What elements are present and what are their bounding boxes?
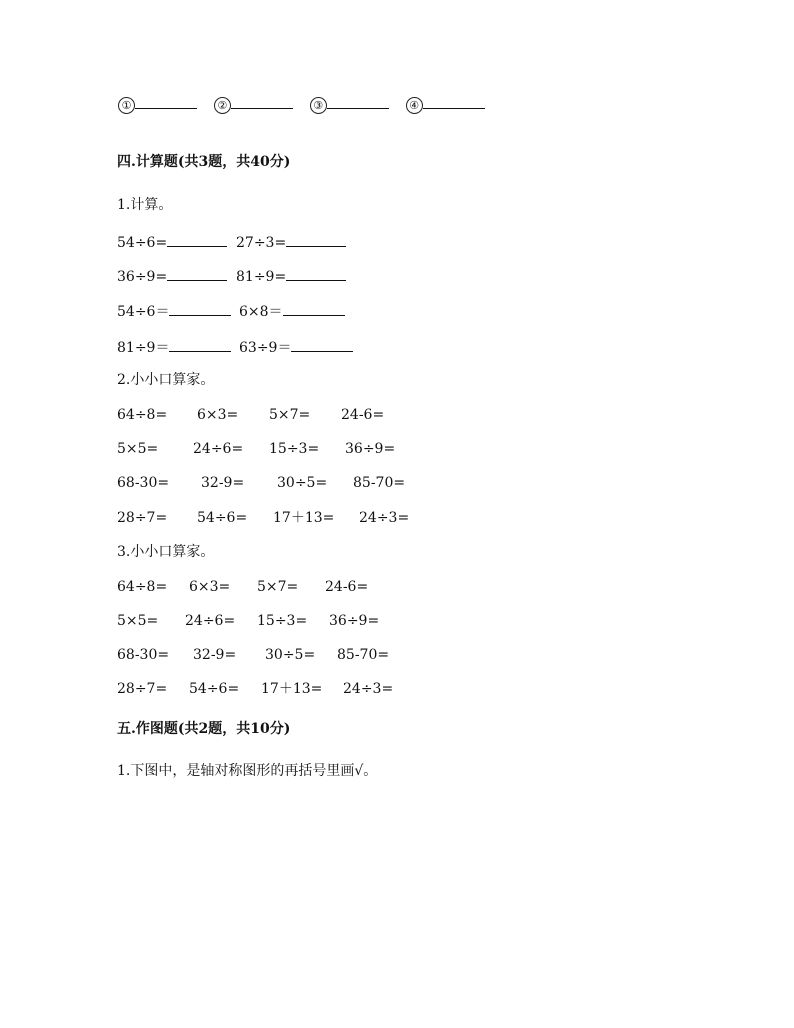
answer-blank[interactable] xyxy=(167,232,227,247)
q3-expr: 5×7= xyxy=(257,579,299,595)
q3-expr: 32-9= xyxy=(193,647,237,663)
answer-blank[interactable] xyxy=(291,337,353,352)
calc-expression: 54÷6＝ xyxy=(117,304,170,320)
answer-blank[interactable] xyxy=(286,266,346,281)
q2-expr: 54÷6= xyxy=(197,510,248,526)
calc-expression: 36÷9= xyxy=(117,269,168,285)
circled-number: ③ xyxy=(310,97,327,114)
calc-expression: 6×8＝ xyxy=(239,304,283,320)
question-3-title: 3.小小口算家。 xyxy=(117,544,215,560)
q2-expr: 6×3= xyxy=(197,407,239,423)
section-5-title: 五.作图题(共2题，共10分) xyxy=(117,721,291,737)
calc-expression: 81÷9= xyxy=(236,269,287,285)
calc-expression: 63÷9＝ xyxy=(239,340,292,356)
q3-expr: 64÷8= xyxy=(117,579,168,595)
q2-expr: 64÷8= xyxy=(117,407,168,423)
answer-blank[interactable] xyxy=(286,232,346,247)
q2-expr: 85-70= xyxy=(353,475,406,491)
calc-row xyxy=(117,301,231,321)
q2-expr: 28÷7= xyxy=(117,510,168,526)
q3-expr: 28÷7= xyxy=(117,681,168,697)
answer-blank[interactable] xyxy=(423,94,485,109)
calc-row xyxy=(236,232,346,252)
answer-blank[interactable] xyxy=(327,94,389,109)
blank-item-1 xyxy=(118,97,197,113)
q2-expr: 24÷6= xyxy=(193,441,244,457)
section-4-title: 四.计算题(共3题，共40分) xyxy=(117,154,291,170)
circled-number: ④ xyxy=(406,97,423,114)
circled-number: ① xyxy=(118,97,135,114)
q2-expr: 24-6= xyxy=(341,407,385,423)
q3-expr: 6×3= xyxy=(189,579,231,595)
answer-blank[interactable] xyxy=(283,301,345,316)
calc-row xyxy=(236,266,346,286)
q2-expr: 17＋13= xyxy=(273,510,335,526)
calc-row xyxy=(239,301,345,321)
q2-expr: 5×7= xyxy=(269,407,311,423)
blank-item-4 xyxy=(406,97,485,113)
blank-item-3 xyxy=(310,97,389,113)
q3-expr: 85-70= xyxy=(337,647,390,663)
q3-expr: 15÷3= xyxy=(257,613,308,629)
calc-row xyxy=(117,337,231,357)
q3-expr: 17＋13= xyxy=(261,681,323,697)
question-1-title: 1.计算。 xyxy=(117,197,173,213)
q2-expr: 32-9= xyxy=(201,475,245,491)
question-2-title: 2.小小口算家。 xyxy=(117,372,215,388)
q3-expr: 36÷9= xyxy=(329,613,380,629)
q2-expr: 5×5= xyxy=(117,441,159,457)
calc-row xyxy=(117,232,227,252)
q3-expr: 24-6= xyxy=(325,579,369,595)
answer-blank[interactable] xyxy=(167,266,227,281)
answer-blank[interactable] xyxy=(169,337,231,352)
answer-blank[interactable] xyxy=(169,301,231,316)
calc-row xyxy=(117,266,227,286)
circled-number: ② xyxy=(214,97,231,114)
q2-expr: 36÷9= xyxy=(345,441,396,457)
q2-expr: 24÷3= xyxy=(359,510,410,526)
q2-expr: 15÷3= xyxy=(269,441,320,457)
q3-expr: 5×5= xyxy=(117,613,159,629)
answer-blank[interactable] xyxy=(135,94,197,109)
calc-row xyxy=(239,337,353,357)
q3-expr: 68-30= xyxy=(117,647,170,663)
calc-expression: 54÷6= xyxy=(117,235,168,251)
calc-expression: 27÷3= xyxy=(236,235,287,251)
q3-expr: 24÷3= xyxy=(343,681,394,697)
q3-expr: 24÷6= xyxy=(185,613,236,629)
q2-expr: 68-30= xyxy=(117,475,170,491)
section-5-question-1-title: 1.下图中，是轴对称图形的再括号里画√。 xyxy=(117,763,378,779)
answer-blank[interactable] xyxy=(231,94,293,109)
q3-expr: 54÷6= xyxy=(189,681,240,697)
blank-item-2 xyxy=(214,97,293,113)
q3-expr: 30÷5= xyxy=(265,647,316,663)
calc-expression: 81÷9＝ xyxy=(117,340,170,356)
numbered-blanks-row xyxy=(118,94,485,114)
q2-expr: 30÷5= xyxy=(277,475,328,491)
